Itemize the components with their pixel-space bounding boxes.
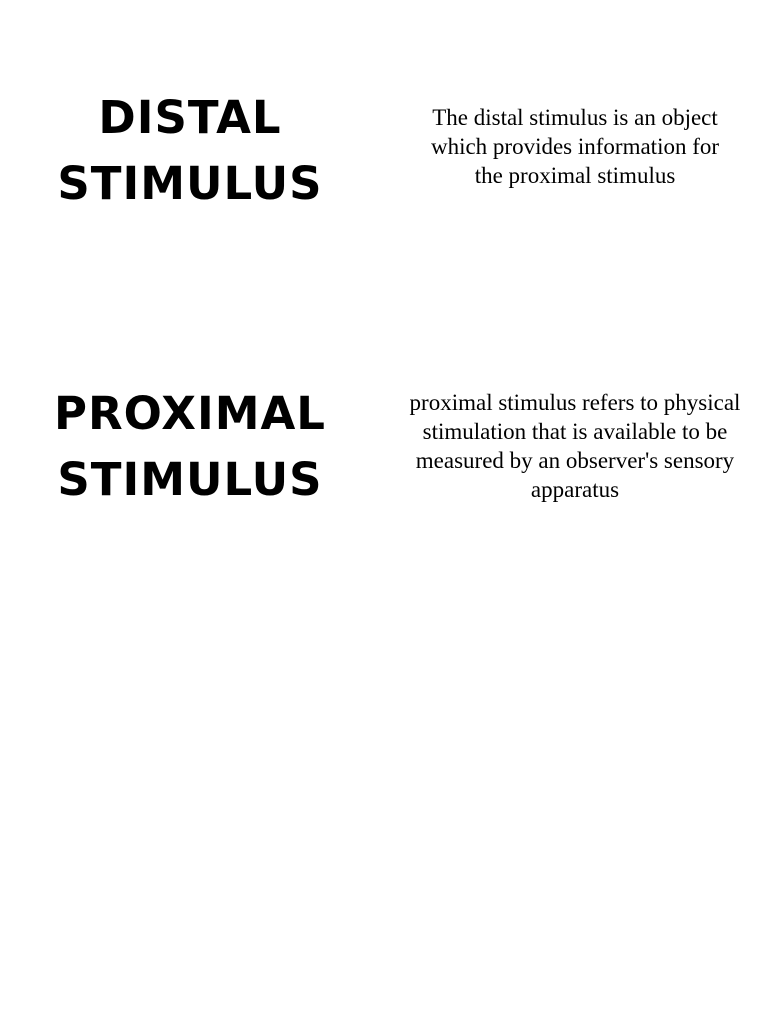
definition-text: [385, 103, 765, 190]
definition-line: stimulation that is available to be: [422, 419, 728, 444]
term-line: STIMULUS: [57, 157, 323, 210]
term-line: STIMULUS: [57, 453, 323, 506]
definition-text: [385, 388, 765, 504]
flashcard-proximal-stimulus: [0, 300, 768, 600]
definition-line: proximal stimulus refers to physical: [409, 390, 741, 415]
definition-line: apparatus: [530, 477, 620, 502]
definition-line: which provides information for: [430, 134, 720, 159]
term-line: DISTAL: [98, 91, 282, 144]
term-line: PROXIMAL: [53, 387, 326, 440]
definition-line: The distal stimulus is an object: [432, 105, 718, 130]
term-heading: [40, 85, 340, 217]
definition-line: measured by an observer's sensory: [415, 448, 735, 473]
flashcard-distal-stimulus: [0, 0, 768, 300]
term-heading: [40, 381, 340, 513]
definition-line: the proximal stimulus: [474, 163, 676, 188]
